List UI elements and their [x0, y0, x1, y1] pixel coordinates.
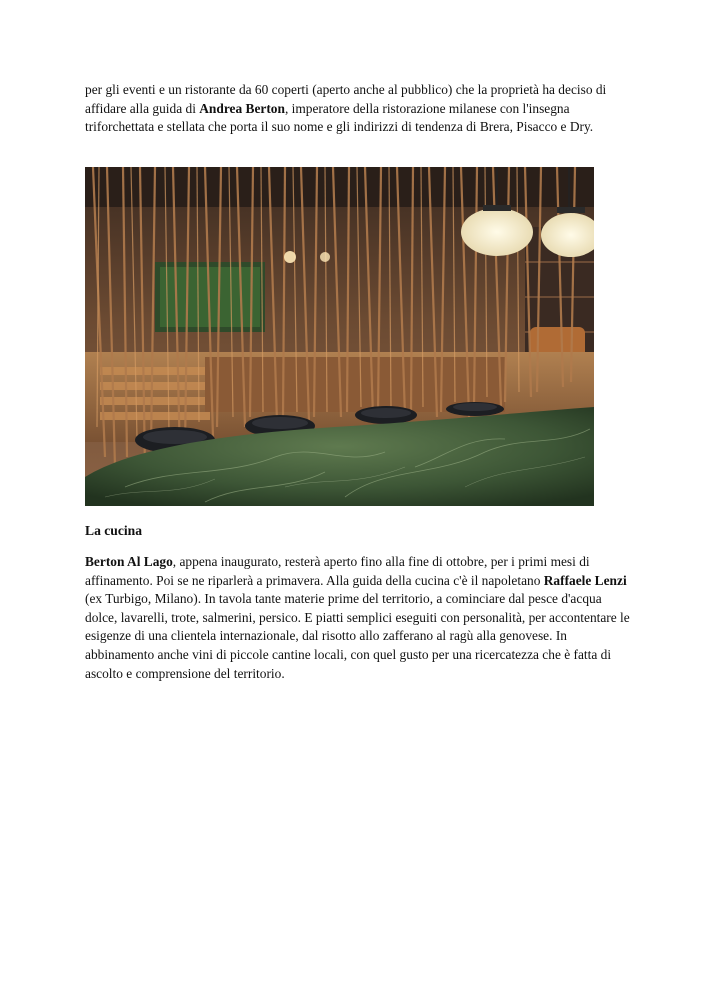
chef-name-raffaele-lenzi: Raffaele Lenzi [543, 572, 627, 588]
cucina-text-1: , appena inaugurato, resterà aperto fino alla fine di ottobre, per i primi mesi di affinamento. Poi se ne riparlerà a primavera. Alla guida della cucina c'è il napoletano [85, 554, 590, 588]
restaurant-name-berton-al-lago: Berton Al Lago [85, 554, 173, 569]
cucina-text-2: (ex Turbigo, Milano). In tavola tante materie prime del territorio, a cominciare dal pesce d'acqua dolce, lavarelli, trote, salmerini, persico. E piatti semplici eseguiti con personalità, per accontentare le esigenze di una clientela internazionale, dal risotto allo zafferano al ragù alla genovese. In abbinamento anche vini di piccole cantine locali, con quel gusto per una ricercatezza che è fatta di ascolto e comprensione del territorio. [85, 591, 630, 681]
restaurant-interior-photo [85, 167, 594, 506]
intro-text-2: , imperatore della ristorazione milanese con l'insegna triforchettata e stellata che porta il suo nome e gli indirizzi di tendenza di Brera, Pisacco e Dry. [85, 100, 594, 135]
intro-text-1: per gli eventi e un ristorante da 60 coperti (aperto anche al pubblico) che la proprietà ha deciso di affidare alla guida di [85, 82, 607, 116]
cucina-paragraph [85, 553, 630, 683]
chef-name-andrea-berton: Andrea Berton [199, 100, 285, 116]
intro-paragraph [85, 81, 630, 137]
section-heading: La cucina [85, 523, 143, 538]
